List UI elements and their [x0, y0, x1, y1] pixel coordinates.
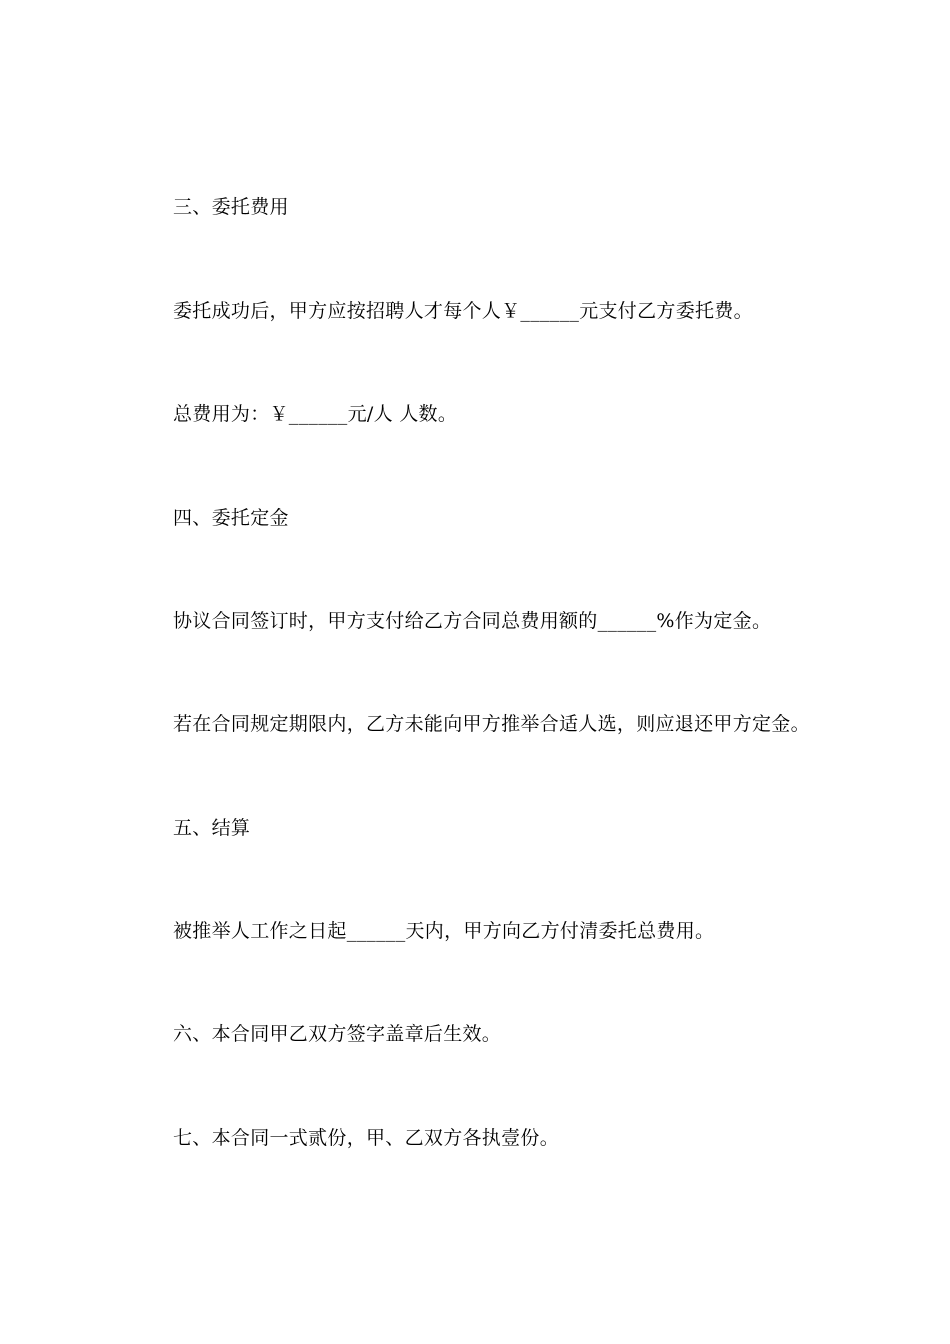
section-heading-settlement: 五、结算: [173, 817, 251, 839]
paragraph-total-fee: 总费用为：￥______元/人 人数。: [173, 403, 458, 425]
clause-effective: 六、本合同甲乙双方签字盖章后生效。: [173, 1023, 502, 1045]
paragraph-deposit-percentage: 协议合同签订时，甲方支付给乙方合同总费用额的______%作为定金。: [173, 610, 772, 632]
paragraph-fee-per-person: 委托成功后，甲方应按招聘人才每个人￥______元支付乙方委托费。: [173, 300, 753, 322]
paragraph-deposit-refund: 若在合同规定期限内，乙方未能向甲方推举合适人选，则应退还甲方定金。: [173, 713, 810, 735]
section-heading-commission-fee: 三、委托费用: [173, 196, 289, 218]
section-heading-deposit: 四、委托定金: [173, 507, 289, 529]
paragraph-settlement-terms: 被推举人工作之日起______天内，甲方向乙方付清委托总费用。: [173, 920, 715, 942]
clause-copies: 七、本合同一式贰份，甲、乙双方各执壹份。: [173, 1127, 560, 1149]
